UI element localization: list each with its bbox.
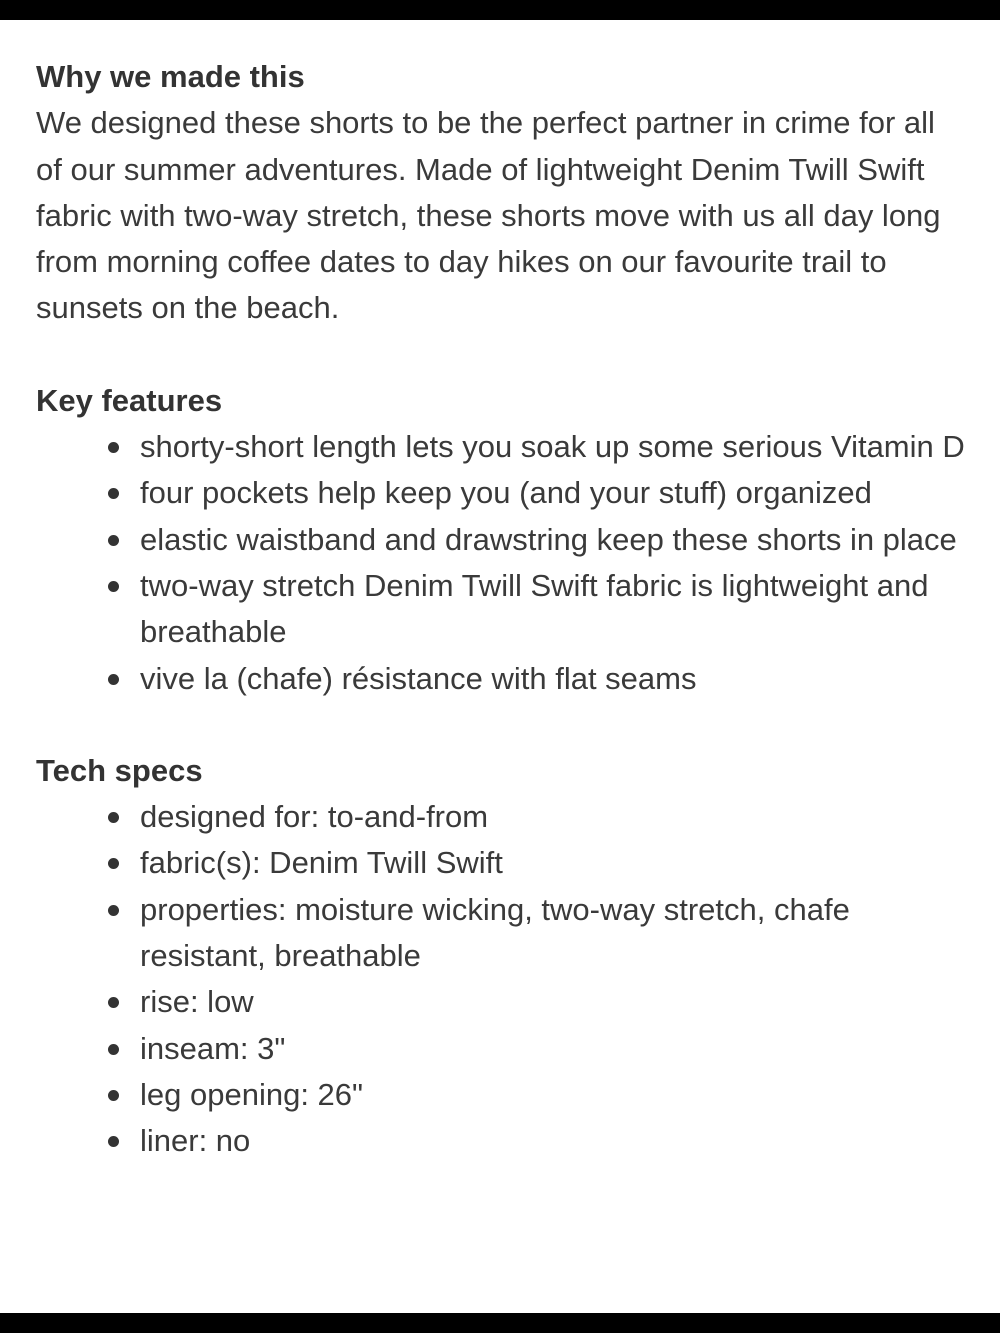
product-details <box>36 54 966 1165</box>
tech-specs-list <box>36 794 966 1164</box>
list-item-text: liner: no <box>140 1123 251 1159</box>
key-features-heading: Key features <box>36 382 223 418</box>
bottom-navigation-bar <box>0 1313 1000 1333</box>
bullet-icon <box>108 1090 119 1101</box>
key-features-list <box>36 424 966 702</box>
list-item <box>140 656 966 702</box>
list-item-text: two-way stretch Denim Twill Swift fabric is lightweight and breathable <box>140 567 929 650</box>
bullet-icon <box>108 535 119 546</box>
list-item-text: rise: low <box>140 984 254 1020</box>
bullet-icon <box>108 674 119 685</box>
list-item <box>140 1026 966 1072</box>
bullet-icon <box>108 488 119 499</box>
bullet-icon <box>108 1044 119 1055</box>
list-item <box>140 840 966 886</box>
list-item <box>140 424 966 470</box>
top-status-bar <box>0 0 1000 20</box>
list-item-text: leg opening: 26" <box>140 1076 364 1112</box>
why-we-made-this-heading: Why we made this <box>36 59 305 94</box>
bullet-icon <box>108 997 119 1008</box>
list-item <box>140 794 966 840</box>
tech-specs-heading: Tech specs <box>36 752 203 788</box>
list-item <box>140 470 966 516</box>
list-item-text: fabric(s): Denim Twill Swift <box>140 845 503 881</box>
key-features-section <box>36 378 966 702</box>
list-item <box>140 1072 966 1118</box>
list-item <box>140 1118 966 1164</box>
list-item <box>140 979 966 1025</box>
list-item-text: designed for: to-and-from <box>140 799 489 835</box>
list-item <box>140 517 966 563</box>
list-item <box>140 563 966 656</box>
list-item-text: properties: moisture wicking, two-way stretch, chafe resistant, breathable <box>140 891 850 974</box>
list-item <box>140 887 966 980</box>
list-item-text: vive la (chafe) résistance with flat seams <box>140 660 697 696</box>
list-item-text: four pockets help keep you (and your stuff) organized <box>140 475 872 511</box>
bullet-icon <box>108 1136 119 1147</box>
list-item-text: inseam: 3" <box>140 1030 286 1066</box>
bullet-icon <box>108 858 119 869</box>
why-we-made-this-section <box>36 54 966 332</box>
tech-specs-section <box>36 748 966 1165</box>
bullet-icon <box>108 442 119 453</box>
bullet-icon <box>108 905 119 916</box>
list-item-text: elastic waistband and drawstring keep these shorts in place <box>140 521 957 557</box>
why-we-made-this-text: We designed these shorts to be the perfect partner in crime for all of our summer adventures. Made of lightweight Denim Twill Swift fabric with two-way stretch, these shorts move with us all day long from morning coffee dates to day hikes on our favourite trail to sunsets on the beach. <box>36 105 941 326</box>
bullet-icon <box>108 581 119 592</box>
list-item-text: shorty-short length lets you soak up some serious Vitamin D <box>140 429 965 465</box>
bullet-icon <box>108 812 119 823</box>
